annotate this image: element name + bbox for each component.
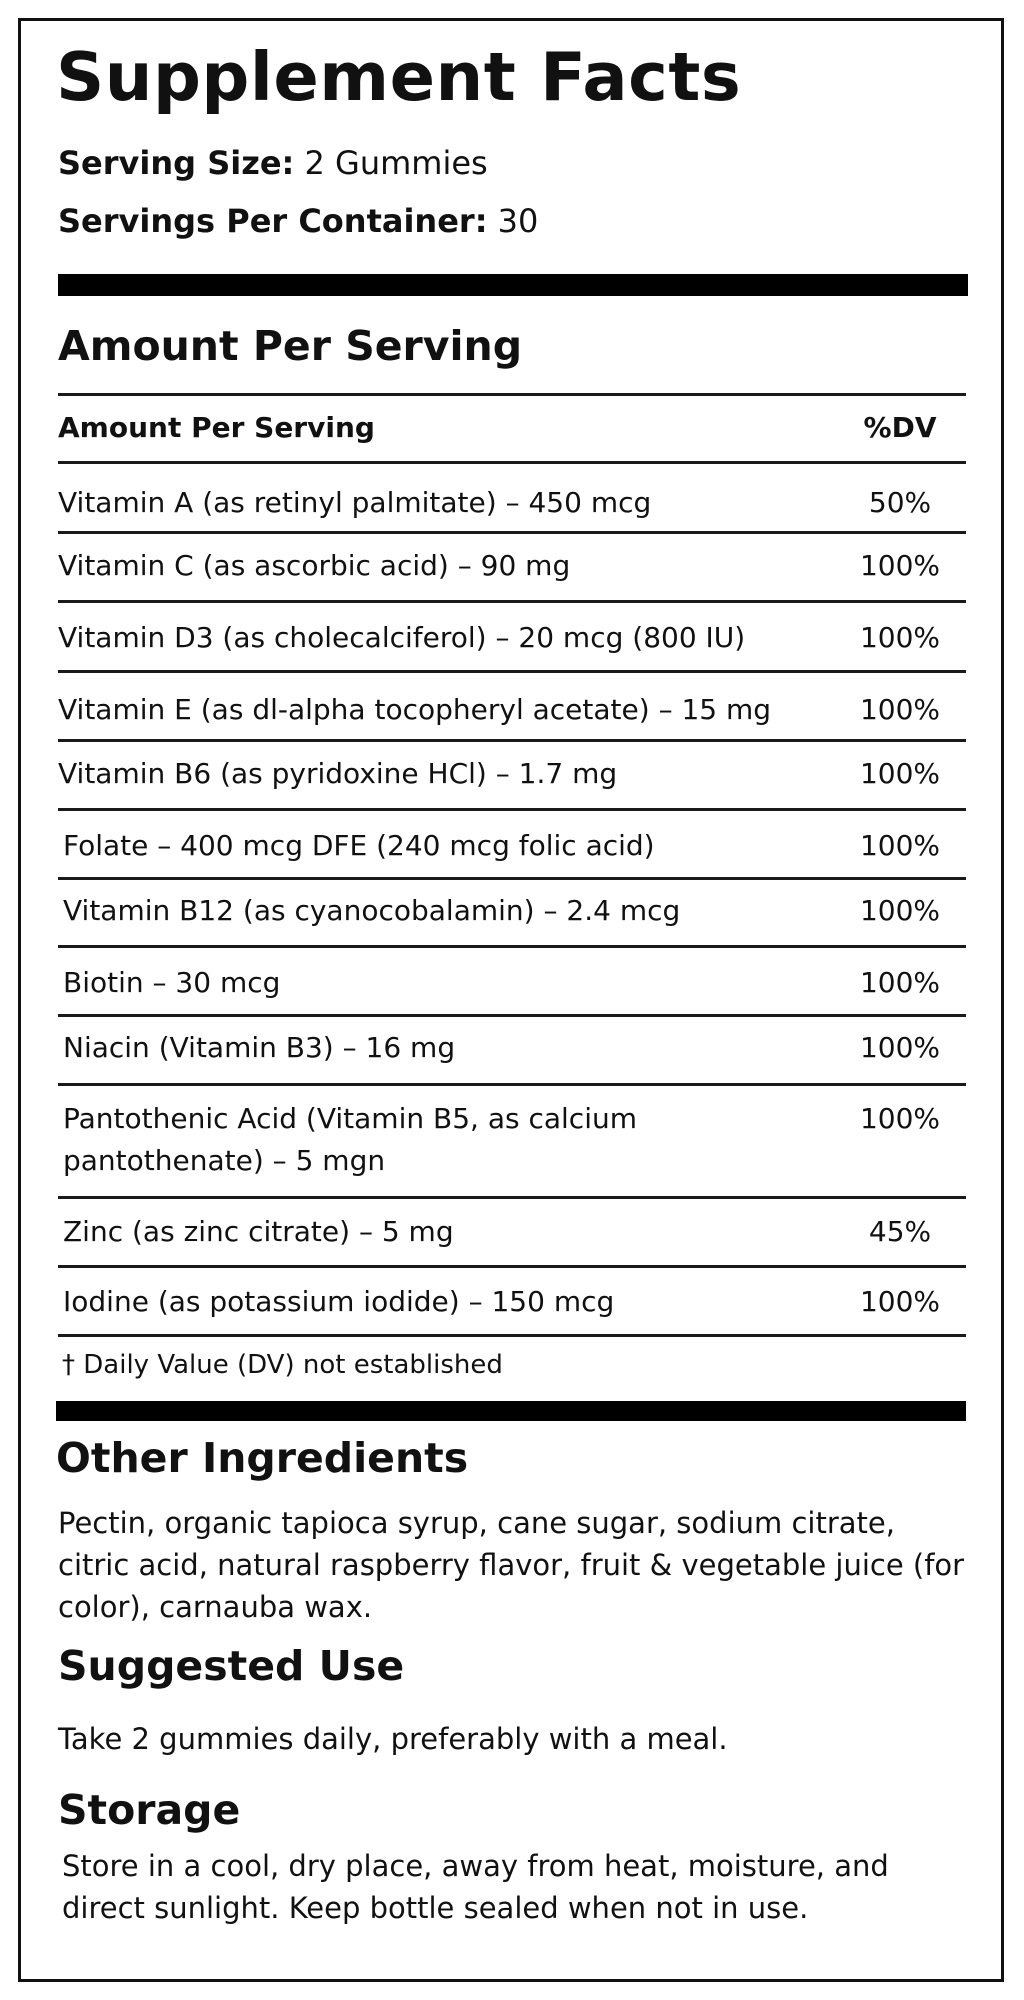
row-divider	[58, 1265, 966, 1268]
servings-per-container	[58, 202, 538, 240]
row-nutrient-label-line2: pantothenate) – 5 mgn	[63, 1144, 386, 1177]
suggested-use-text: Take 2 gummies daily, preferably with a meal.	[58, 1722, 728, 1756]
table-header-dv: %DV	[863, 411, 937, 444]
suggested-use-heading: Suggested Use	[58, 1642, 405, 1690]
storage-text: Store in a cool, dry place, away from heat, moisture, and direct sunlight. Keep bottle sealed when not in use.	[62, 1849, 889, 1925]
row-dv-value: 100%	[859, 757, 941, 790]
row-nutrient-label: Iodine (as potassium iodide) – 150 mcg	[63, 1285, 615, 1318]
table-header-rule	[58, 461, 966, 464]
row-dv-value: 100%	[859, 1102, 941, 1135]
row-divider	[58, 670, 966, 673]
row-divider	[58, 739, 966, 742]
serving-size-label: Serving Size:	[58, 144, 295, 182]
row-divider	[58, 1083, 966, 1086]
row-nutrient-label: Vitamin A (as retinyl palmitate) – 450 mcg	[58, 486, 652, 519]
row-nutrient-label: Vitamin E (as dl-alpha tocopheryl acetate) – 15 mg	[58, 693, 772, 726]
row-nutrient-label: Biotin – 30 mcg	[63, 966, 281, 999]
row-dv-value: 100%	[859, 966, 941, 999]
row-nutrient-label: Zinc (as zinc citrate) – 5 mg	[63, 1215, 454, 1248]
other-ingredients-text: Pectin, organic tapioca syrup, cane sugar, sodium citrate, citric acid, natural raspberry flavor, fruit & vegetable juice (for color), carnauba wax.	[58, 1506, 965, 1624]
row-divider	[58, 808, 966, 811]
row-dv-value: 100%	[859, 1031, 941, 1064]
row-divider	[58, 1014, 966, 1017]
row-divider	[58, 1196, 966, 1199]
thick-divider-bottom	[56, 1401, 966, 1421]
row-nutrient-label: Niacin (Vitamin B3) – 16 mg	[63, 1031, 456, 1064]
amount-section-heading: Amount Per Serving	[58, 322, 523, 370]
row-divider	[58, 531, 966, 534]
row-dv-value: 100%	[859, 1285, 941, 1318]
storage-heading: Storage	[58, 1786, 241, 1834]
row-nutrient-label: Vitamin C (as ascorbic acid) – 90 mg	[58, 549, 571, 582]
row-dv-value: 100%	[859, 829, 941, 862]
servings-per-container-value: 30	[497, 202, 539, 240]
serving-size	[58, 144, 488, 182]
row-nutrient-label: Vitamin B12 (as cyanocobalamin) – 2.4 mcg	[63, 894, 681, 927]
row-nutrient-label: Vitamin B6 (as pyridoxine HCl) – 1.7 mg	[58, 757, 618, 790]
row-dv-value: 45%	[868, 1215, 932, 1248]
row-divider	[58, 877, 966, 880]
row-nutrient-label: Folate – 400 mcg DFE (240 mcg folic acid)	[63, 829, 655, 862]
row-nutrient-label: Vitamin D3 (as cholecalciferol) – 20 mcg (800 IU)	[58, 621, 746, 654]
serving-size-value: 2 Gummies	[304, 144, 488, 182]
page-title: Supplement Facts	[56, 38, 742, 116]
row-dv-value: 100%	[859, 549, 941, 582]
table-top-rule	[58, 393, 966, 396]
row-dv-value: 100%	[859, 621, 941, 654]
row-divider	[58, 1334, 966, 1337]
row-divider	[58, 600, 966, 603]
row-dv-value: 50%	[868, 486, 932, 519]
row-dv-value: 100%	[859, 693, 941, 726]
servings-per-container-label: Servings Per Container:	[58, 202, 488, 240]
dv-footnote: † Daily Value (DV) not established	[62, 1350, 503, 1380]
thick-divider-top	[58, 274, 968, 296]
row-divider	[58, 945, 966, 948]
table-header-amount: Amount Per Serving	[58, 411, 375, 444]
other-ingredients-heading: Other Ingredients	[56, 1434, 469, 1482]
row-nutrient-label: Pantothenic Acid (Vitamin B5, as calcium	[63, 1102, 637, 1135]
row-dv-value: 100%	[859, 894, 941, 927]
